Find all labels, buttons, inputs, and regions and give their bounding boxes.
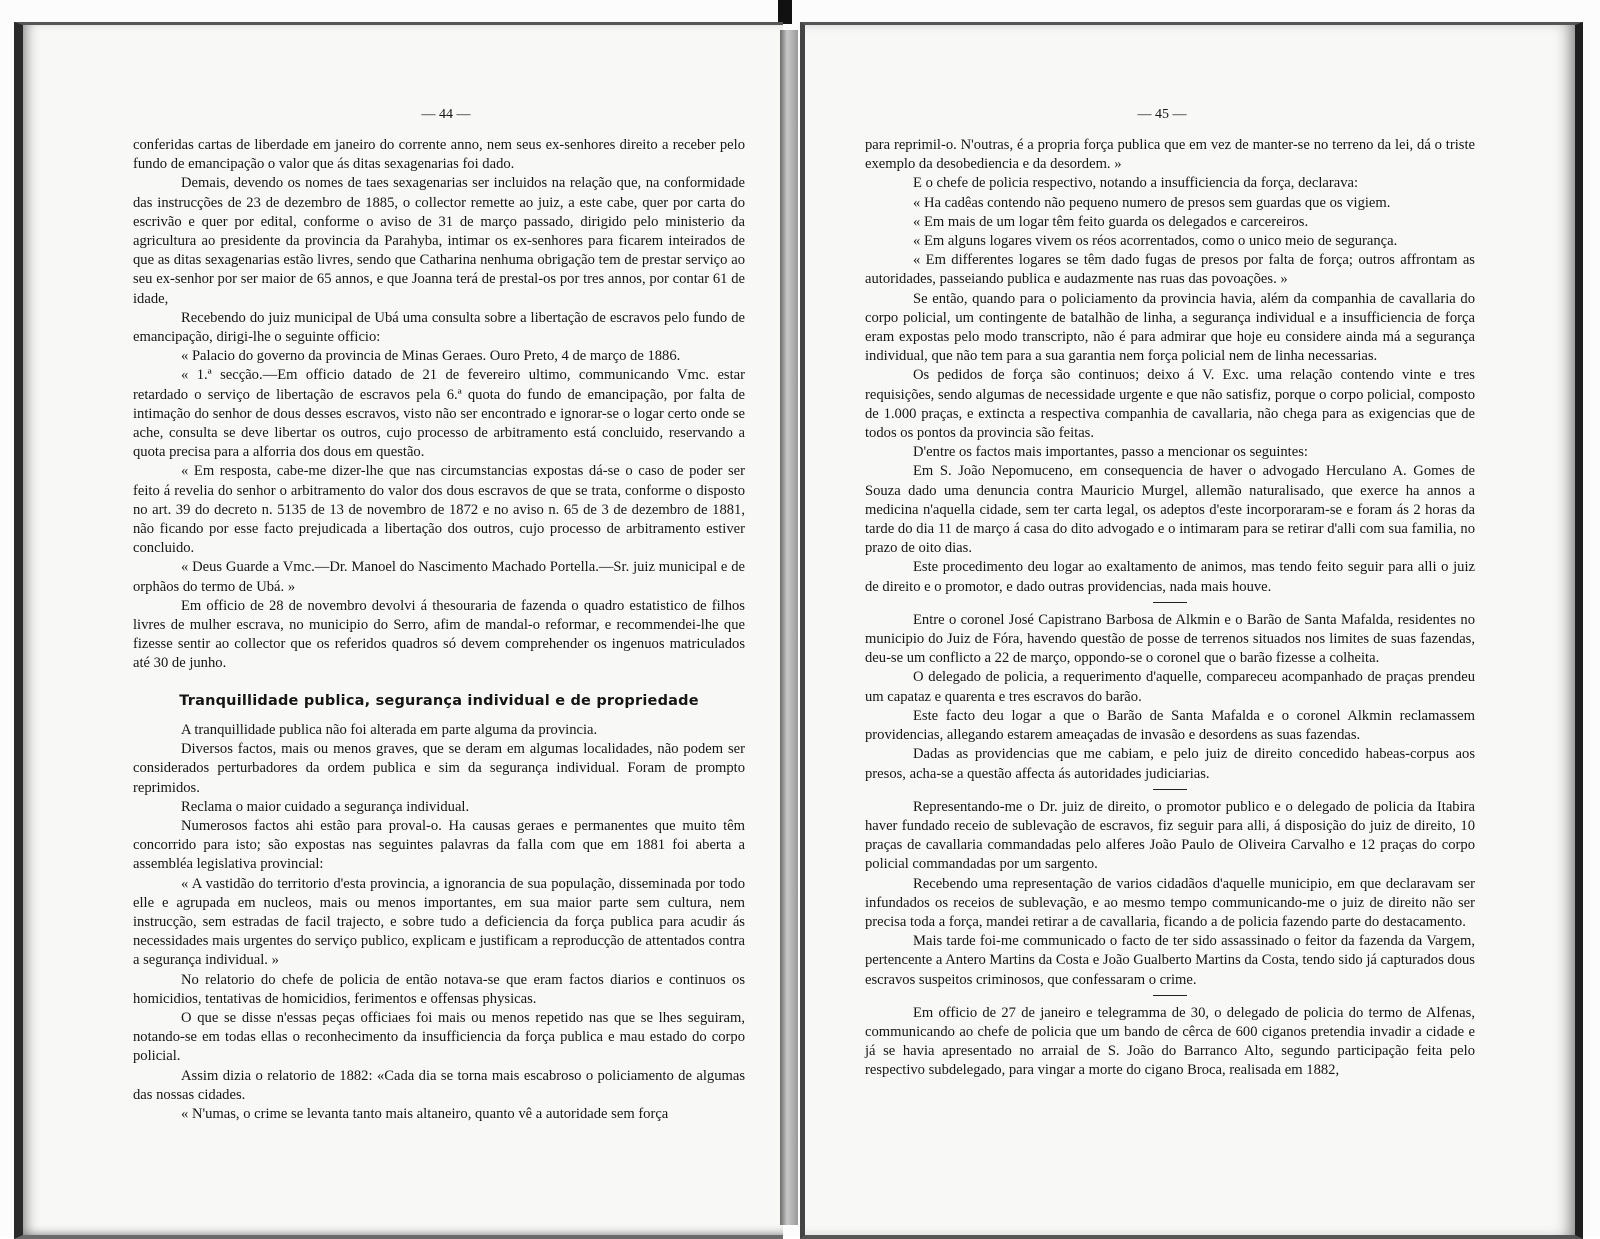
section-divider [1153,602,1187,603]
paragraph: Este facto deu logar a que o Barão de Santa Mafalda e o coronel Alkmin reclamassem providencias, allegando estarem ameaçadas de invasão e desordens as suas fazendas. [865,707,1475,744]
paragraph: Representando-me o Dr. juiz de direito, o promotor publico e o delegado de policia da Itabira haver fundado receio de sublevação de escravos, fiz seguir para alli, á disposição do juiz de direito, 10 praças de cavallaria commandadas pelo alferes João Paulo de Oliveira Carvalho e 12 praças do corpo policial commandadas por um sargento. [865,798,1475,873]
paragraph: Em officio de 28 de novembro devolvi á thesouraria de fazenda o quadro estatistico de filhos livres de mulher escrava, no municipio do Serro, afim de mandal-o reformar, e recommendei-lhe que fizesse sentir ao collector que os referidos quadros só devem comprehender os ingenuos matriculados até 30 de junho. [133,597,745,672]
paragraph: conferidas cartas de liberdade em janeiro do corrente anno, nem seus ex-senhores direito a receber pelo fundo de emancipação o valor que ás ditas sexagenarias foi dado. [133,137,745,173]
paragraph: « Deus Guarde a Vmc.—Dr. Manoel do Nascimento Machado Portella.—Sr. juiz municipal e de orphãos do termo de Ubá. » [133,559,745,595]
left-page-number: — 44 — [421,107,471,122]
paragraph: Recebendo uma representação de varios cidadãos d'aquelle municipio, em que declaravam ser infundados os receios de sublevação, e ao mesmo tempo communicando-me o juiz de direito não ser precisa toda a força, mandei retirar a de cavallaria, ficando a de policia fazendo parte do destacamento. [865,875,1475,930]
right-page-text [865,136,1475,1081]
section-divider [1153,995,1187,996]
paragraph: para reprimil-o. N'outras, é a propria força publica que em vez de manter-se no terreno da lei, dá o triste exemplo da desobediencia e da desordem. » [865,137,1475,173]
left-page-text [133,136,745,1124]
paragraph: Demais, devendo os nomes de taes sexagenarias ser incluidos na relação que, na conformidade das instrucções de 23 de dezembro de 1885, o collector remette ao juiz, a este cabe, quer por carta do escrivão e quer por edital, conforme o aviso de 31 de março passado, dirigido pelo ministerio da agricultura ao presidente da provincia da Parahyba, intimar os ex-senhores para ficarem inteirados de que as ditas sexagenarias estão livres, sendo que Catharina nenhuma obrigação tem de prestar serviço ao seu ex-senhor por ser maior de 65 annos, e que Joanna terá de prestal-os por tres annos, por contar 61 de idade, [133,175,745,307]
paragraph: D'entre os factos mais importantes, passo a mencionar os seguintes: [913,444,1308,461]
paragraph: « A vastidão do territorio d'esta provincia, a ignorancia de sua população, disseminada por todo elle e agrupada em nucleos, mais ou menos importantes, em sua maior parte sem cultura, nem instrucção, sem estradas de facil trajecto, e sobre tudo a deficiencia da força publica para acudir ás necessidades mais urgentes do serviço publico, explicam e justificam a reproducção de attentados contra a segurança individual. » [133,875,745,969]
right-page-number: — 45 — [1137,107,1187,122]
paragraph: O delegado de policia, a requerimento d'aquelle, compareceu acompanhado de praças prendeu um capataz e quarenta e tres escravos do barão. [865,669,1475,705]
paragraph: O que se disse n'essas peças officiaes foi mais ou menos repetido nas que se lhes seguiram, notando-se em todas ellas o reconhecimento da insufficiencia da força publica e mau estado do corpo policial. [133,1009,745,1065]
section-divider [1153,789,1187,790]
paragraph: Os pedidos de força são continuos; deixo á V. Exc. uma relação contendo vinte e tres requisições, sendo algumas de necessidade urgente e que não satisfiz, porque o corpo policial, composto de 1.000 praças, e extincta a respectiva companhia de cavallaria, não chega para as exigencias que de todos os pontos da provincia são feitas. [865,367,1475,442]
section-heading: Tranquillidade publica, segurança individual e de propriedade [179,692,699,709]
paragraph: « Em differentes logares se têm dado fugas de presos por falta de força; outros affrontam as autoridades, passeiando publica e audazmente nas ruas das povoações. » [865,252,1475,288]
paragraph: A tranquillidade publica não foi alterada em parte alguma da provincia. [181,721,598,738]
paragraph: « Palacio do governo da provincia de Minas Geraes. Ouro Preto, 4 de março de 1886. [181,348,681,365]
paragraph: Entre o coronel José Capistrano Barbosa de Alkmin e o Barão de Santa Mafalda, residentes no municipio do Juiz de Fóra, havendo questão de posse de terrenos situados nos limites de suas fazendas, deu-se um conflicto a 22 de março, oppondo-se o coronel que o barão fizesse a colheita. [865,611,1475,667]
paragraph: « N'umas, o crime se levanta tanto mais altaneiro, quanto vê a autoridade sem força [181,1105,669,1122]
paragraph: Numerosos factos ahi estão para proval-o. Ha causas geraes e permanentes que muito têm concorrido para isto; são expostas nas seguintes palavras da falla com que em 1881 foi aberta a assembléa legislativa provincial: [133,817,745,873]
paragraph: Dadas as providencias que me cabiam, e pelo juiz de direito concedido habeas-corpus aos presos, acha-se a questão affecta ás autoridades judiciarias. [865,746,1475,782]
paragraph: « Ha cadêas contendo não pequeno numero de presos sem guardas que os vigiem. [913,194,1391,211]
binding-mark [778,0,792,24]
paragraph: Recebendo do juiz municipal de Ubá uma consulta sobre a libertação de escravos pelo fundo de emancipação, dirigi-lhe o seguinte officio: [133,309,745,346]
paragraph: « Em resposta, cabe-me dizer-lhe que nas circumstancias expostas dá-se o caso de poder ser feito á revelia do senhor o arbitramento do valor dos dous escravos de que se trata, conforme o disposto no art. 39 do decreto n. 5135 de 13 de novembro de 1872 e no aviso n. 65 de 3 de dezembro de 1881, não ficando por esse facto prejudicada a libertação dos outros, cujo processo de arbitramento estiver concluido. [133,463,745,557]
paragraph: Em officio de 27 de janeiro e telegramma de 30, o delegado de policia do termo de Alfenas, communicando ao chefe de policia que um bando de cêrca de 600 ciganos pretendia invadir a cidade e já se havia apresentado no arraial de S. João do Barranco Alto, segundo participação feita pelo respectivo subdelegado, para vingar a morte do cigano Broca, realisada em 1882, [865,1004,1475,1079]
paragraph: Este procedimento deu logar ao exaltamento de animos, mas tendo feito seguir para alli o juiz de direito e o promotor, e dado outras providencias, nada mais houve. [865,559,1475,595]
paragraph: Reclama o maior cuidado a segurança individual. [181,798,470,815]
paragraph: « 1.ª secção.—Em officio datado de 21 de fevereiro ultimo, communicando Vmc. estar retardado o serviço de libertação de escravos pela 6.ª quota do fundo de emancipação, por falta de intimação do senhor de dous desses escravos, visto não ser encontrado e ignorar-se o logar certo onde se ache, consulta se deve libertar os outros, cujo processo de arbitramento está concluido, reservando a quota precisa para a alforria dos dous em questão. [133,367,745,461]
paragraph: E o chefe de policia respectivo, notando a insufficiencia da força, declarava: [913,175,1359,192]
book-gutter [780,30,798,1225]
paragraph: Diversos factos, mais ou menos graves, que se deram em algumas localidades, não podem ser considerados perturbadores da ordem publica e sim da segurança individual. Foram de prompto reprimidos. [133,741,745,796]
paragraph: « Em mais de um logar têm feito guarda os delegados e carcereiros. [913,213,1309,230]
paragraph: Mais tarde foi-me communicado o facto de ter sido assassinado o feitor da fazenda da Vargem, pertencente a Antero Martins da Costa e João Gualberto Martins da Costa, tendo sido já capturados dous escravos suspeitos criminosos, que confessaram o crime. [865,933,1475,988]
paragraph: Assim dizia o relatorio de 1882: «Cada dia se torna mais escabroso o policiamento de algumas das nossas cidades. [133,1067,745,1103]
paragraph: Em S. João Nepomuceno, em consequencia de haver o advogado Herculano A. Gomes de Souza dado uma denuncia contra Mauricio Murgel, allemão naturalisado, que exerce ha annos a medicina n'aquella cidade, sem ter carta legal, os adeptos d'este incorporaram-se e foram ás 2 horas da tarde do dia 11 de março á casa do dito advogado e o intimaram para se retirar d'alli com sua familia, no prazo de oito dias. [865,463,1475,557]
paragraph: « Em alguns logares vivem os réos acorrentados, como o unico meio de segurança. [913,233,1398,250]
paragraph: Se então, quando para o policiamento da provincia havia, além da companhia de cavallaria do corpo policial, um contingente de batalhão de linha, a segurança individual e a insufficiencia de força eram expostas pelo modo transcripto, não é para admirar que hoje eu considere ainda má a segurança individual, que não tem para a sua garantia nem força policial nem de linha necessarias. [865,290,1475,365]
paragraph: No relatorio do chefe de policia de então notava-se que eram factos diarios e continuos os homicidios, tentativas de homicidios, ferimentos e offensas physicas. [133,971,745,1007]
